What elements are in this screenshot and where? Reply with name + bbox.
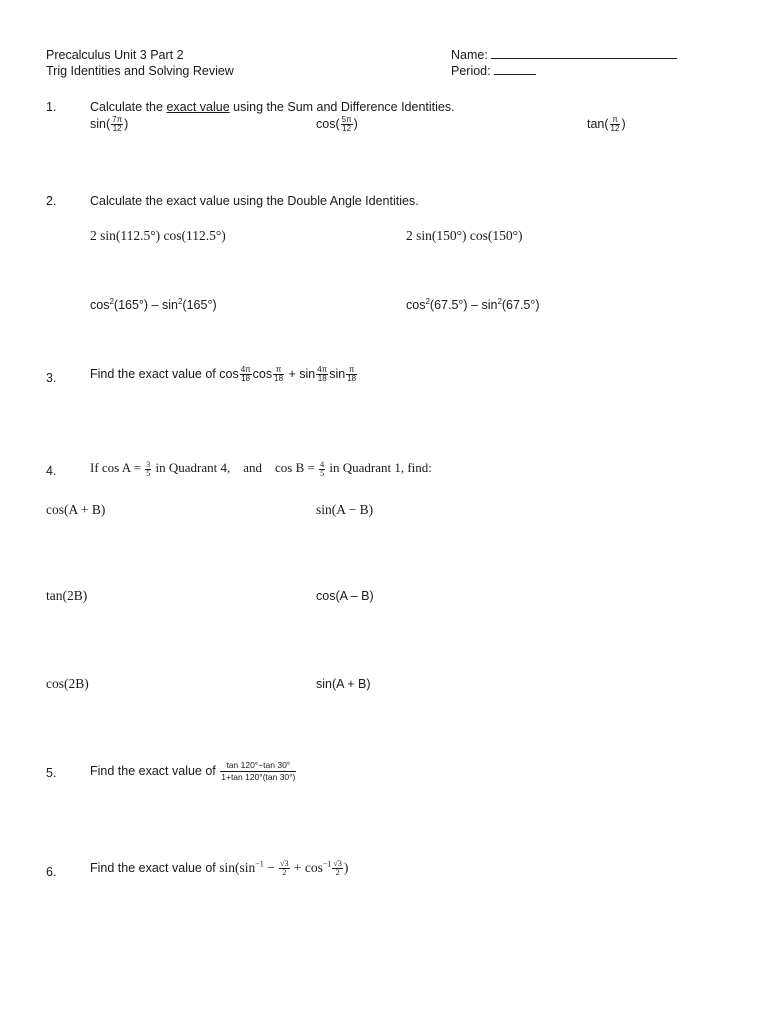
q4-item-tan-2b: tan(2B) <box>46 588 88 603</box>
q4-prompt: If cos A = $\frac{3}{5}$ in Quadrant 4, and cos B = $\frac{4}{5}$ in Quadrant 1, find: <box>90 459 432 478</box>
worksheet-title: Trig Identities and Solving Review <box>46 64 234 78</box>
q4-item-sin-a-minus-b: sin(A − B) <box>316 502 374 517</box>
fraction: $\frac{√3}{2}$ <box>333 859 342 878</box>
q2-part-a: 2 sin(112.5°) cos(112.5°) <box>90 228 226 243</box>
fraction: $\frac{\pi}{12}$ <box>610 115 620 133</box>
fraction: $\frac{\pi}{18}$ <box>347 365 357 383</box>
q1-part-b: cos( $\frac{5\pi}{12}$ ) <box>316 115 358 133</box>
fraction: $\frac{5\pi}{12}$ <box>341 115 352 133</box>
q1-prompt: Calculate the exact value using the Sum and Difference Identities. <box>90 100 455 114</box>
q2-part-d: $\cos^2(67.5^\circ) - \sin^2(67.5^\circ)$ <box>406 296 540 312</box>
q5-number: 5. <box>46 766 57 780</box>
fraction: $\frac{4\pi}{18}$ <box>317 365 328 383</box>
period-field[interactable] <box>451 64 536 78</box>
q3-number: 3. <box>46 371 57 385</box>
name-field[interactable] <box>451 48 677 62</box>
q4-item-cos-2b: cos(2B) <box>46 676 89 691</box>
q4-number: 4. <box>46 464 57 478</box>
q5-prompt: Find the exact value of $\frac{\tan 120^\circ-\tan 30^\circ}{1+\tan 120^\circ(\tan 30^\circ)}$ <box>90 760 296 782</box>
q2-part-b: 2 sin(150°) cos(150°) <box>406 228 523 243</box>
name-label: Name: <box>451 48 488 62</box>
q4-item-sin-a-plus-b: sin(A + B) <box>316 677 371 691</box>
period-line <box>494 64 536 75</box>
q1-underlined-text: exact value <box>166 100 230 114</box>
fraction: $\frac{\tan 120^\circ-\tan 30^\circ}{1+\tan 120^\circ(\tan 30^\circ)}$ <box>221 760 296 782</box>
q2-prompt: Calculate the exact value using the Double Angle Identities. <box>90 194 419 208</box>
q1-part-a: sin( $\frac{7\pi}{12}$ ) <box>90 115 129 133</box>
q6-prompt: Find the exact value of $\sin(\sin^{-1}$ − $\frac{√3}{2}$ + $\cos^{-1}$ $\frac{√3}{2}$ ) <box>90 859 349 878</box>
q3-prompt: Find the exact value of cos $\frac{4\pi}{18}$ cos $\frac{\pi}{18}$ + sin $\frac{4\pi}{18}$ sin $\frac{\pi}{18}$ <box>90 365 357 383</box>
course-title: Precalculus Unit 3 Part 2 <box>46 48 184 62</box>
period-label: Period: <box>451 64 491 78</box>
q4-item-cos-a-plus-b: cos(A + B) <box>46 502 106 517</box>
fraction: $\frac{7\pi}{12}$ <box>112 115 123 133</box>
fraction: $\frac{\pi}{18}$ <box>274 365 284 383</box>
name-line <box>491 48 677 59</box>
fraction: $\frac{4}{5}$ <box>320 459 325 478</box>
q6-number: 6. <box>46 865 57 879</box>
q2-part-c: $\cos^2(165^\circ) - \sin^2(165^\circ)$ <box>90 296 217 312</box>
fraction: $\frac{√3}{2}$ <box>280 859 289 878</box>
q6-expression: $\sin(\sin^{-1}$ − $\frac{√3}{2}$ + $\cos^{-1}$ $\frac{√3}{2}$ ) <box>219 859 349 878</box>
q1-part-c: tan( $\frac{\pi}{12}$ ) <box>587 115 626 133</box>
fraction: $\frac{3}{5}$ <box>146 459 151 478</box>
q1-number: 1. <box>46 100 57 114</box>
q2-number: 2. <box>46 194 57 208</box>
q4-item-cos-a-minus-b: cos(A – B) <box>316 589 374 603</box>
fraction: $\frac{4\pi}{18}$ <box>240 365 251 383</box>
